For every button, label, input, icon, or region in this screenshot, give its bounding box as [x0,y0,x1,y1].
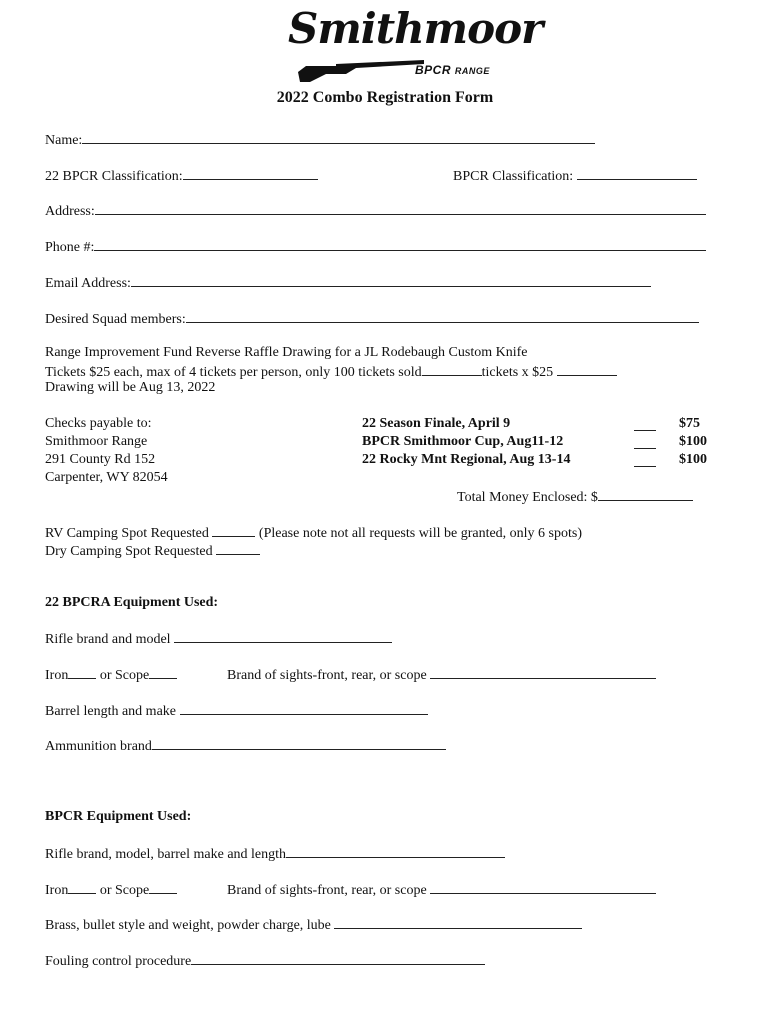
dry-camping-label: Dry Camping Spot Requested [45,544,213,559]
class22-row [45,167,318,185]
event-checkbox[interactable] [634,436,656,449]
payable-name: Smithmoor Range [45,434,148,449]
equipbpcr-sights-label: Brand of sights-front, rear, or scope [227,883,427,898]
email-field[interactable] [131,274,651,287]
phone-label: Phone #: [45,240,95,255]
squad-row [45,310,699,328]
email-row [45,274,651,292]
equip22-iron-field[interactable] [68,666,96,679]
equip22-iron-row [45,666,177,684]
payable-street: 291 County Rd 152 [45,452,156,467]
equipbpcr-sights-row [227,881,656,899]
logo-sub-main: BPCR [415,63,452,77]
payable-city: Carpenter, WY 82054 [45,470,168,485]
equipbpcr-scope-label: or Scope [99,883,150,898]
phone-row [45,238,706,256]
phone-field[interactable] [94,238,706,251]
event-price: $75 [679,416,700,431]
equipbpcr-fouling-row [45,952,485,970]
equipbpcr-iron-field[interactable] [68,881,96,894]
bpcr-class-field[interactable] [577,167,697,180]
equipbpcr-iron-row [45,881,177,899]
raffle-total-field[interactable] [557,363,617,376]
equip22-barrel-field[interactable] [180,702,428,715]
squad-label: Desired Squad members: [45,312,186,327]
equipbpcr-sights-field[interactable] [430,881,656,894]
rifle-icon [296,54,426,84]
bpcr-class-row [453,167,697,185]
logo-subtitle [415,63,490,77]
email-label: Email Address: [45,276,131,291]
event-name: 22 Season Finale, April 9 [362,416,511,431]
total-field[interactable] [598,488,693,501]
equipbpcr-brass-field[interactable] [334,916,582,929]
logo-wordmark: Smithmoor [288,4,543,53]
equip22-sights-label: Brand of sights-front, rear, or scope [227,668,427,683]
equipbpcr-fouling-field[interactable] [191,952,485,965]
name-row [45,131,595,149]
equip22-rifle-row [45,630,392,648]
equip22-ammo-row [45,737,446,755]
bpcr-class-label: BPCR Classification: [453,169,574,184]
event-price: $100 [679,434,707,449]
equip22-barrel-row [45,702,428,720]
equip22-scope-label: or Scope [99,668,150,683]
equip22-scope-field[interactable] [149,666,177,679]
equipbpcr-scope-field[interactable] [149,881,177,894]
payable-label: Checks payable to: [45,416,152,431]
class22-label: 22 BPCR Classification: [45,169,183,184]
class22-field[interactable] [183,167,318,180]
logo-sub-small: RANGE [454,66,490,76]
raffle-line1: Range Improvement Fund Reverse Raffle Drawing for a JL Rodebaugh Custom Knife [45,345,528,360]
event-price: $100 [679,452,707,467]
raffle-line3: Drawing will be Aug 13, 2022 [45,380,216,395]
total-label: Total Money Enclosed: $ [457,490,598,505]
equipbpcr-rifle-field[interactable] [286,845,505,858]
equipbpcr-iron-label: Iron [45,883,69,898]
equip22-iron-label: Iron [45,668,69,683]
equip22-sights-row [227,666,656,684]
name-label: Name: [45,133,83,148]
address-field[interactable] [95,202,706,215]
dry-camping-row [45,542,260,560]
address-row [45,202,706,220]
equip22-heading: 22 BPCRA Equipment Used: [45,595,219,610]
equipbpcr-rifle-label: Rifle brand, model, barrel make and length [45,847,287,862]
event-checkbox[interactable] [634,454,656,467]
event-checkbox[interactable] [634,418,656,431]
equipbpcr-brass-label: Brass, bullet style and weight, powder charge, lube [45,918,331,933]
equipbpcr-brass-row [45,916,582,934]
equipbpcr-fouling-label: Fouling control procedure [45,954,192,969]
rv-camping-label: RV Camping Spot Requested [45,526,209,541]
equipbpcr-heading: BPCR Equipment Used: [45,809,192,824]
equip22-rifle-field[interactable] [174,630,392,643]
equip22-rifle-label: Rifle brand and model [45,632,171,647]
equip22-ammo-label: Ammunition brand [45,739,152,754]
rv-camping-row [45,524,582,542]
equip22-sights-field[interactable] [430,666,656,679]
dry-camping-field[interactable] [216,542,260,555]
squad-field[interactable] [186,310,699,323]
raffle-tickets-field[interactable] [422,363,482,376]
event-name: BPCR Smithmoor Cup, Aug11-12 [362,434,564,449]
form-title: 2022 Combo Registration Form [276,89,494,106]
raffle-line2 [45,363,617,381]
total-row [457,488,693,506]
address-label: Address: [45,204,95,219]
rv-camping-field[interactable] [212,524,255,537]
raffle-price-text: tickets x $25 [481,365,554,380]
raffle-tickets-text: Tickets $25 each, max of 4 tickets per person, only 100 tickets sold [45,365,422,380]
event-name: 22 Rocky Mnt Regional, Aug 13-14 [362,452,571,467]
equip22-barrel-label: Barrel length and make [45,704,177,719]
equipbpcr-rifle-row [45,845,505,863]
rv-camping-note: (Please note not all requests will be granted, only 6 spots) [258,526,583,541]
equip22-ammo-field[interactable] [152,737,446,750]
name-field[interactable] [82,131,595,144]
